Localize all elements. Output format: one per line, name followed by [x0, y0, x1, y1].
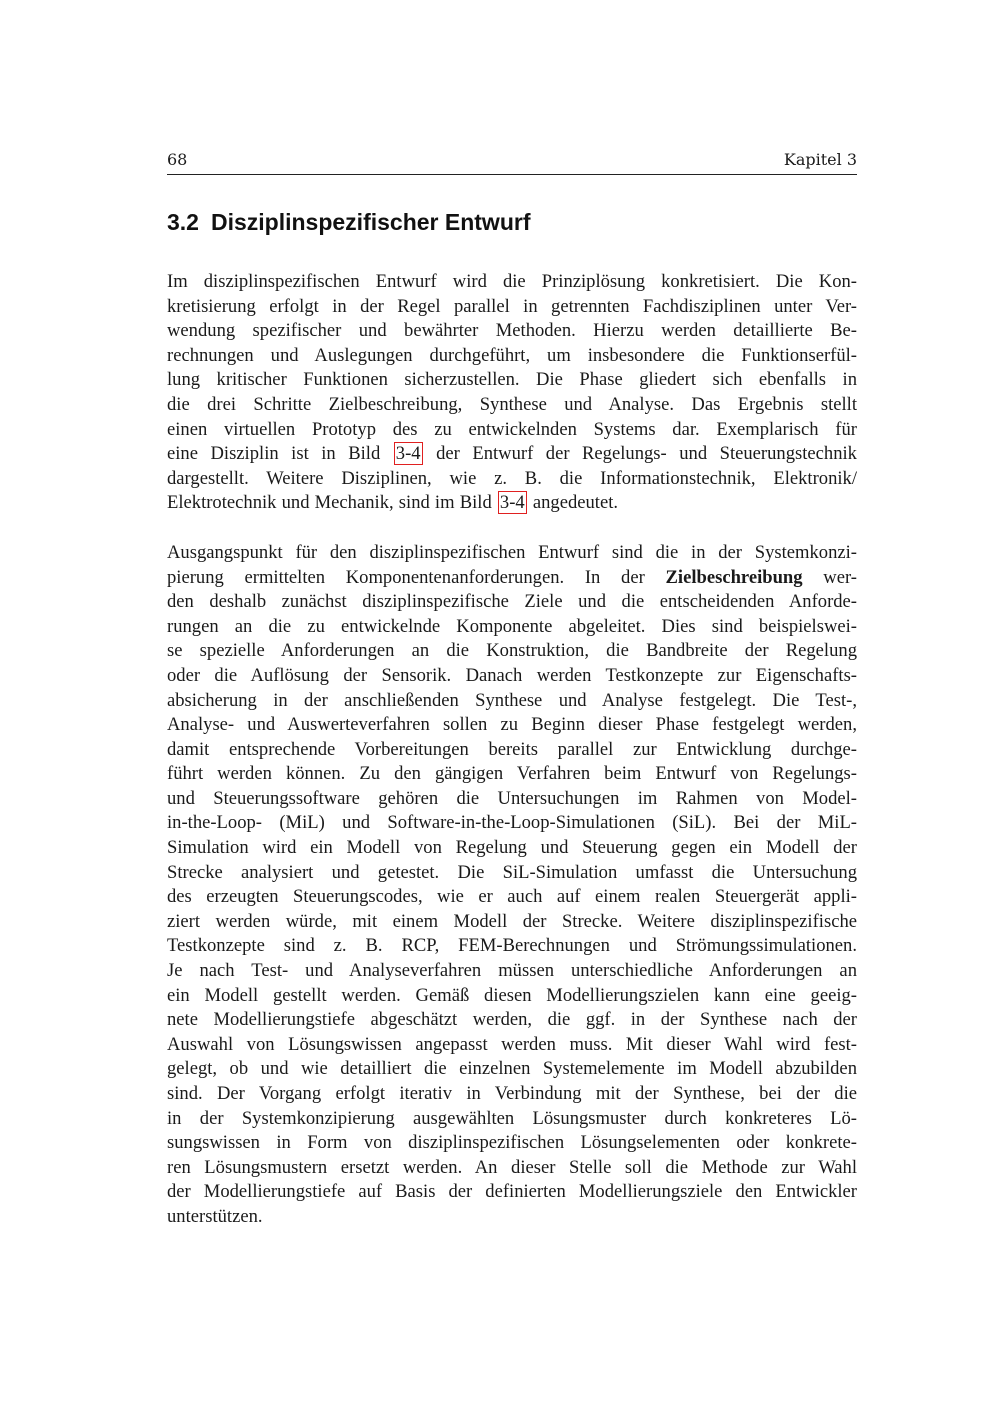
page-number: 68	[167, 150, 188, 169]
text-line: die drei Schritte Zielbeschreibung, Synthese und Analyse. Das Ergebnis stellt	[167, 393, 857, 415]
text-line: der Modellierungstiefe auf Basis der definierten Modellierungsziele den Entwickler	[167, 1181, 857, 1203]
text-segment: angedeutet.	[532, 492, 619, 514]
text-line: sind. Der Vorgang erfolgt iterativ in Verbindung mit der Synthese, bei der die	[167, 1083, 857, 1104]
text-line: ein Modell gestellt werden. Gemäß diesen Modellierungszielen kann eine geeig-	[167, 984, 857, 1006]
text-line: ren Lösungsmustern ersetzt werden. An dieser Stelle soll die Methode zur Wahl	[167, 1156, 857, 1178]
text-line: Testkonzepte sind z. B. RCP, FEM-Berechnungen und Strömungssimulationen.	[167, 935, 857, 957]
text-line: Analyse- und Auswerteverfahren sollen zu Beginn dieser Phase festgelegt werden,	[167, 714, 857, 736]
body-text	[167, 270, 857, 1230]
text-line: Je nach Test- und Analyseverfahren müssen unterschiedliche Anforderungen an	[167, 960, 857, 982]
text-line: einen virtuellen Prototyp des zu entwickelnden Systems dar. Exemplarisch für	[167, 418, 857, 440]
text-line	[167, 442, 857, 467]
figure-reference-link[interactable]: 3-4	[499, 492, 525, 514]
text-line: des erzeugten Steuerungscodes, wie er auch auf einem realen Steuergerät appli-	[167, 886, 857, 908]
text-line: wendung spezifischer und bewährter Methoden. Hierzu werden detaillierte Be-	[167, 320, 857, 342]
section-heading	[167, 207, 530, 237]
text-line: nete Modellierungstiefe abgeschätzt werden, die ggf. in der Synthese nach der	[167, 1009, 857, 1031]
text-line: rungen an die zu entwickelnde Komponente abgeleitet. Dies sind beispielswei-	[167, 615, 857, 637]
text-line: in der Systemkonzipierung ausgewählten Lösungsmuster durch konkreteres Lö-	[167, 1107, 857, 1129]
text-line: lung kritischer Funktionen sicherzustellen. Die Phase gliedert sich ebenfalls in	[167, 369, 857, 391]
page-header	[167, 150, 857, 175]
text-line: kretisierung erfolgt in der Regel parallel in getrennten Fachdisziplinen unter Ver-	[167, 295, 857, 317]
text-line: und Steuerungssoftware gehören die Untersuchungen im Rahmen von Model-	[167, 787, 857, 809]
text-segment: Elektrotechnik und Mechanik, sind im Bild	[167, 492, 492, 514]
bold-term: Zielbeschreibung	[665, 566, 803, 588]
text-line: damit entsprechende Vorbereitungen bereits parallel zur Entwicklung durchge-	[167, 738, 857, 760]
text-line	[167, 566, 857, 591]
text-line: rechnungen und Auslegungen durchgeführt, um insbesondere die Funktionserfül-	[167, 344, 857, 366]
text-segment: pierung ermittelten Komponentenanforderungen. In der	[167, 566, 645, 588]
text-line: dargestellt. Weitere Disziplinen, wie z. B. die Informationstechnik, Elektronik/	[167, 467, 857, 489]
text-line: Simulation wird ein Modell von Regelung und Steuerung gegen ein Modell der	[167, 837, 857, 859]
running-head: Kapitel 3	[783, 150, 857, 169]
text-line: gelegt, ob und wie detailliert die einzelnen Systemelemente im Modell abzubilden	[167, 1058, 857, 1080]
text-line: in-the-Loop- (MiL) und Software-in-the-Loop-Simulationen (SiL). Bei der MiL-	[167, 812, 857, 834]
text-line: Strecke analysiert und getestet. Die SiL-Simulation umfasst die Untersuchung	[167, 861, 857, 883]
paragraph-2	[167, 541, 857, 1230]
paragraph-1	[167, 270, 857, 516]
text-line: den deshalb zunächst disziplinspezifische Ziele und die entscheidenden Anforde-	[167, 591, 857, 613]
text-line: oder die Auflösung der Sensorik. Danach werden Testkonzepte zur Eigenschafts-	[167, 664, 857, 686]
text-segment: eine Disziplin ist in Bild	[167, 443, 381, 465]
text-line: Im disziplinspezifischen Entwurf wird die Prinziplösung konkretisiert. Die Kon-	[167, 271, 857, 292]
text-line: führt werden können. Zu den gängigen Verfahren beim Entwurf von Regelungs-	[167, 763, 857, 785]
text-line: Auswahl von Lösungswissen angepasst werden muss. Mit dieser Wahl wird fest-	[167, 1033, 857, 1055]
figure-reference-link[interactable]: 3-4	[395, 443, 421, 465]
section-number: 3.2	[167, 209, 199, 235]
text-line: ziert werden würde, mit einem Modell der Strecke. Weitere disziplinspezifische	[167, 910, 857, 932]
section-title: Disziplinspezifischer Entwurf	[210, 209, 531, 235]
text-line: se spezielle Anforderungen an die Konstruktion, die Bandbreite der Regelung	[167, 640, 857, 662]
text-segment: der Entwurf der Regelungs- und Steuerungstechnik	[436, 443, 857, 465]
text-line: unterstützen.	[167, 1205, 263, 1227]
text-line: absicherung in der anschließenden Synthese und Analyse festgelegt. Die Test-,	[167, 689, 857, 711]
text-line: Ausgangspunkt für den disziplinspezifischen Entwurf sind die in der Systemkonzi-	[167, 541, 857, 563]
text-line	[167, 491, 857, 516]
text-segment: wer-	[823, 566, 857, 588]
text-line: sungswissen in Form von disziplinspezifischen Lösungselementen oder konkrete-	[167, 1132, 857, 1154]
